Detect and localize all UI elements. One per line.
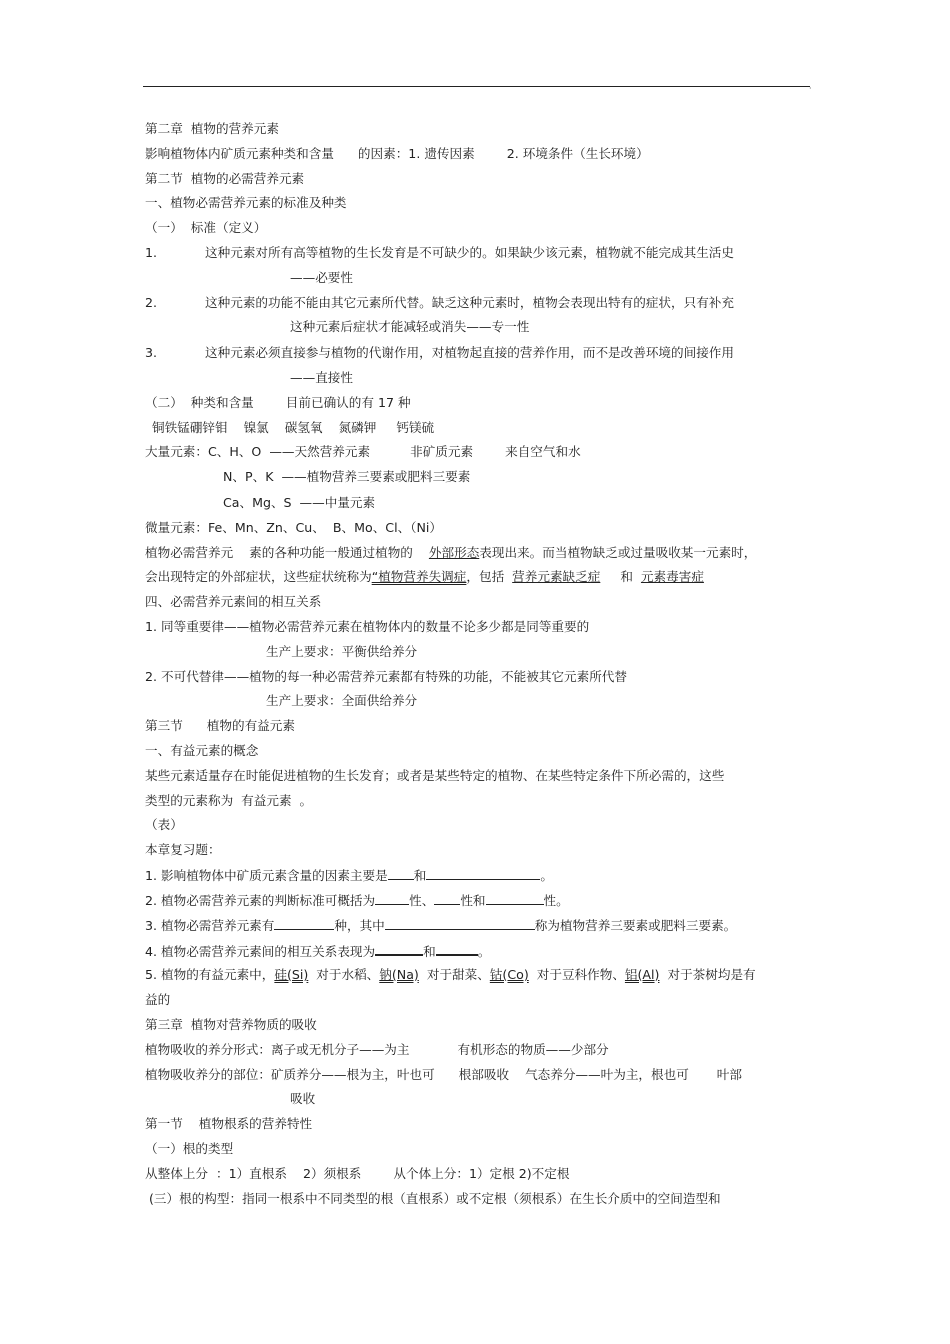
text-line: 植物吸收养分的部位：矿质养分——根为主，叶也可 根部吸收 气态养分——叶为主，根也可 叶部	[145, 1067, 742, 1082]
answer-term: 钠(Na)	[379, 967, 419, 982]
text-line: 微量元素：Fe、Mn、Zn、Cu、 B、Mo、Cl、（Ni）	[145, 520, 442, 535]
underlined-term: 营养元素缺乏症	[512, 569, 601, 584]
text-line: 生产上要求：全面供给养分	[266, 693, 418, 708]
chapter-title: 第二章 植物的营养元素	[145, 121, 279, 136]
underlined-term: 元素毒害症	[640, 569, 704, 584]
subheading: （二） 种类和含量 目前已确认的有 17 种	[145, 395, 411, 410]
heading: 一、有益元素的概念	[145, 743, 259, 758]
text-line: 益的	[145, 992, 171, 1007]
subheading: （一）根的类型	[145, 1141, 234, 1156]
text-line: 影响植物体内矿质元素种类和含量 的因素：1. 遗传因素 2. 环境条件（生长环境）	[145, 146, 649, 161]
element-list: 铜铁锰硼锌钼 镍氯 碳氢氧 氮磷钾 钙镁硫	[152, 420, 435, 435]
answer-blank[interactable]	[274, 917, 334, 930]
list-item-cont: ——直接性	[290, 370, 353, 385]
answer-term: 铝(Al)	[624, 967, 660, 982]
text-line: Ca、Mg、S ——中量元素	[223, 495, 376, 510]
section-title: 第二节 植物的必需营养元素	[145, 171, 305, 186]
text-line: 2. 不可代替律——植物的每一种必需营养元素都有特殊的功能，不能被其它元素所代替	[145, 669, 627, 684]
text-line: 1. 同等重要律——植物必需营养元素在植物体内的数量不论多少都是同等重要的	[145, 619, 590, 634]
heading: 四、必需营养元素间的相互关系	[145, 594, 322, 609]
text-line: 植物吸收的养分形式：离子或无机分子——为主 有机形态的物质——少部分	[145, 1042, 609, 1057]
list-item-cont: 这种元素后症状才能减轻或消失——专一性	[290, 319, 530, 334]
answer-blank[interactable]	[375, 942, 423, 956]
text-line: 大量元素：C、H、O ——天然营养元素 非矿质元素 来自空气和水	[145, 444, 581, 459]
answer-blank[interactable]	[385, 917, 535, 930]
review-question: 1. 影响植物体中矿质元素含量的因素主要是 和 。	[145, 868, 553, 883]
answer-blank[interactable]	[388, 867, 414, 880]
text-line: 吸收	[290, 1091, 316, 1106]
header-rule	[143, 86, 810, 87]
review-question: 5. 植物的有益元素中，硅(Si) 对于水稻、钠(Na) 对于甜菜、钴(Co) 对于豆科作物、铝(Al) 对于茶树均是有	[145, 967, 756, 982]
underlined-term: “植物营养失调症	[371, 569, 467, 584]
review-question: 2. 植物必需营养元素的判断标准可概括为 性、 性和 性。	[145, 893, 569, 908]
paragraph-line: 某些元素适量存在时能促进植物的生长发育；或者是某些特定的植物、在某些特定条件下所必需的，这些	[145, 768, 725, 783]
paragraph-line: 会出现特定的外部症状，这些症状统称为“植物营养失调症，包括 营养元素缺乏症 和 元素毒害症	[145, 569, 704, 584]
text-line: 从整体上分 ：1）直根系 2）须根系 从个体上分：1）定根 2)不定根	[145, 1166, 570, 1181]
answer-term: 钴(Co)	[489, 967, 529, 982]
heading: 本章复习题：	[145, 842, 221, 857]
paragraph-line: 植物必需营养元 素的各种功能一般通过植物的 外部形态表现出来。而当植物缺乏或过量吸收某一元素时，	[145, 545, 757, 560]
subheading: （一） 标准（定义）	[145, 220, 267, 235]
section-title: 第三节 植物的有益元素	[145, 718, 295, 733]
text-line: (三）根的构型：指同一根系中不同类型的根（直根系）或不定根（须根系）在生长介质中的空间造型和	[149, 1191, 721, 1206]
heading: 一、植物必需营养元素的标准及种类	[145, 195, 347, 210]
section-title: 第一节 植物根系的营养特性	[145, 1116, 313, 1131]
text-line: 生产上要求：平衡供给养分	[266, 644, 418, 659]
list-item-cont: ——必要性	[290, 270, 353, 285]
review-question: 3. 植物必需营养元素有 种，其中 称为植物营养三要素或肥料三要素。	[145, 918, 737, 933]
text-line: N、P、K ——植物营养三要素或肥料三要素	[223, 469, 471, 484]
underlined-term: 外部形态	[428, 545, 480, 560]
text-line: （表）	[145, 817, 183, 832]
answer-blank[interactable]	[426, 867, 540, 880]
answer-term: 硅(Si)	[274, 967, 309, 982]
paragraph-line: 类型的元素称为 有益元素 。	[145, 793, 313, 808]
review-question: 4. 植物必需营养元素间的相互关系表现为 和 。	[145, 944, 491, 959]
list-item: 2. 这种元素的功能不能由其它元素所代替。缺乏这种元素时，植物会表现出特有的症状，只有补充	[145, 295, 734, 310]
list-item: 3. 这种元素必须直接参与植物的代谢作用，对植物起直接的营养作用，而不是改善环境的间接作用	[145, 345, 734, 360]
answer-blank[interactable]	[375, 892, 409, 905]
list-item: 1. 这种元素对所有高等植物的生长发育是不可缺少的。如果缺少该元素，植物就不能完成其生活史	[145, 245, 734, 260]
chapter-title: 第三章 植物对营养物质的吸收	[145, 1017, 317, 1032]
answer-blank[interactable]	[436, 942, 478, 956]
header-mark: ·	[809, 84, 812, 93]
answer-blank[interactable]	[434, 892, 460, 905]
answer-blank[interactable]	[486, 892, 544, 905]
